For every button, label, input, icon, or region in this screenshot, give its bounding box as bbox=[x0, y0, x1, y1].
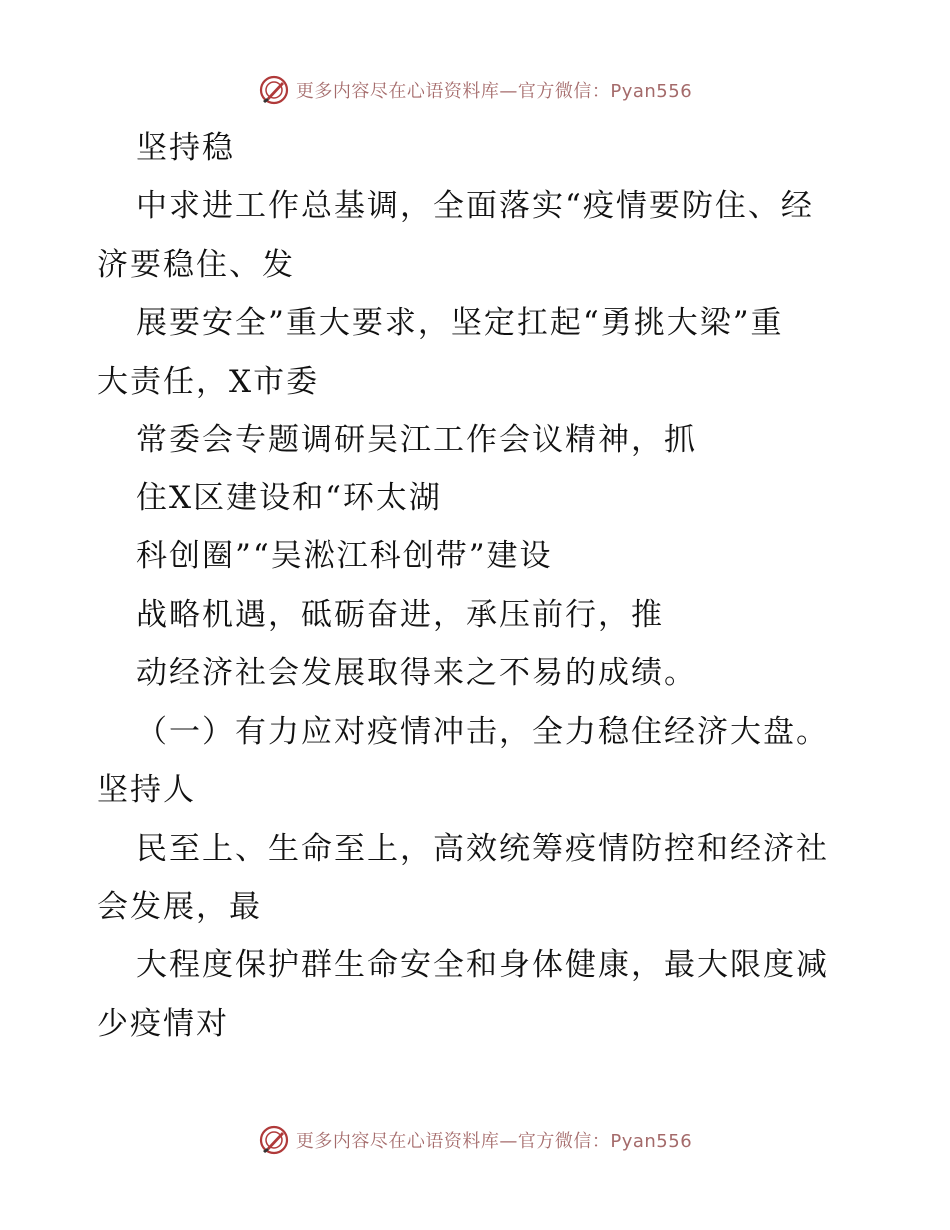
text-line: 常委会专题调研吴江工作会议精神，抓 bbox=[136, 422, 697, 458]
text-line: 会发展，最 bbox=[97, 889, 262, 925]
text-line: 展要安全”重大要求，坚定扛起“勇挑大梁”重 bbox=[136, 305, 784, 341]
text-line: 动经济社会发展取得来之不易的成绩。 bbox=[136, 655, 697, 691]
text-line: 科创圈”“吴淞江科创带”建设 bbox=[136, 538, 553, 574]
text-line: （一）有力应对疫情冲击，全力稳住经济大盘。 bbox=[136, 714, 829, 750]
text-line: 民至上、生命至上，高效统筹疫情防控和经济社 bbox=[136, 831, 829, 867]
seal-logo-icon bbox=[258, 74, 290, 106]
header-banner-text: 更多内容尽在心语资料库—官方微信：Pyan556 bbox=[295, 81, 693, 102]
text-line: 坚持稳 bbox=[136, 130, 235, 166]
text-line: 大责任，X市委 bbox=[97, 364, 320, 400]
seal-logo-icon bbox=[258, 1124, 290, 1156]
footer-banner-text: 更多内容尽在心语资料库—官方微信：Pyan556 bbox=[295, 1131, 693, 1152]
text-line: 坚持人 bbox=[97, 772, 196, 808]
header-banner bbox=[0, 70, 950, 110]
text-line: 战略机遇，砥砺奋进，承压前行，推 bbox=[136, 597, 664, 633]
text-line: 大程度保护群生命安全和身体健康，最大限度减 bbox=[136, 947, 829, 983]
text-line: 少疫情对 bbox=[97, 1006, 229, 1042]
footer-banner bbox=[0, 1120, 950, 1160]
text-line: 住X区建设和“环太湖 bbox=[136, 480, 442, 516]
text-line: 济要稳住、发 bbox=[97, 247, 295, 283]
text-line: 中求进工作总基调，全面落实“疫情要防住、经 bbox=[136, 188, 814, 224]
